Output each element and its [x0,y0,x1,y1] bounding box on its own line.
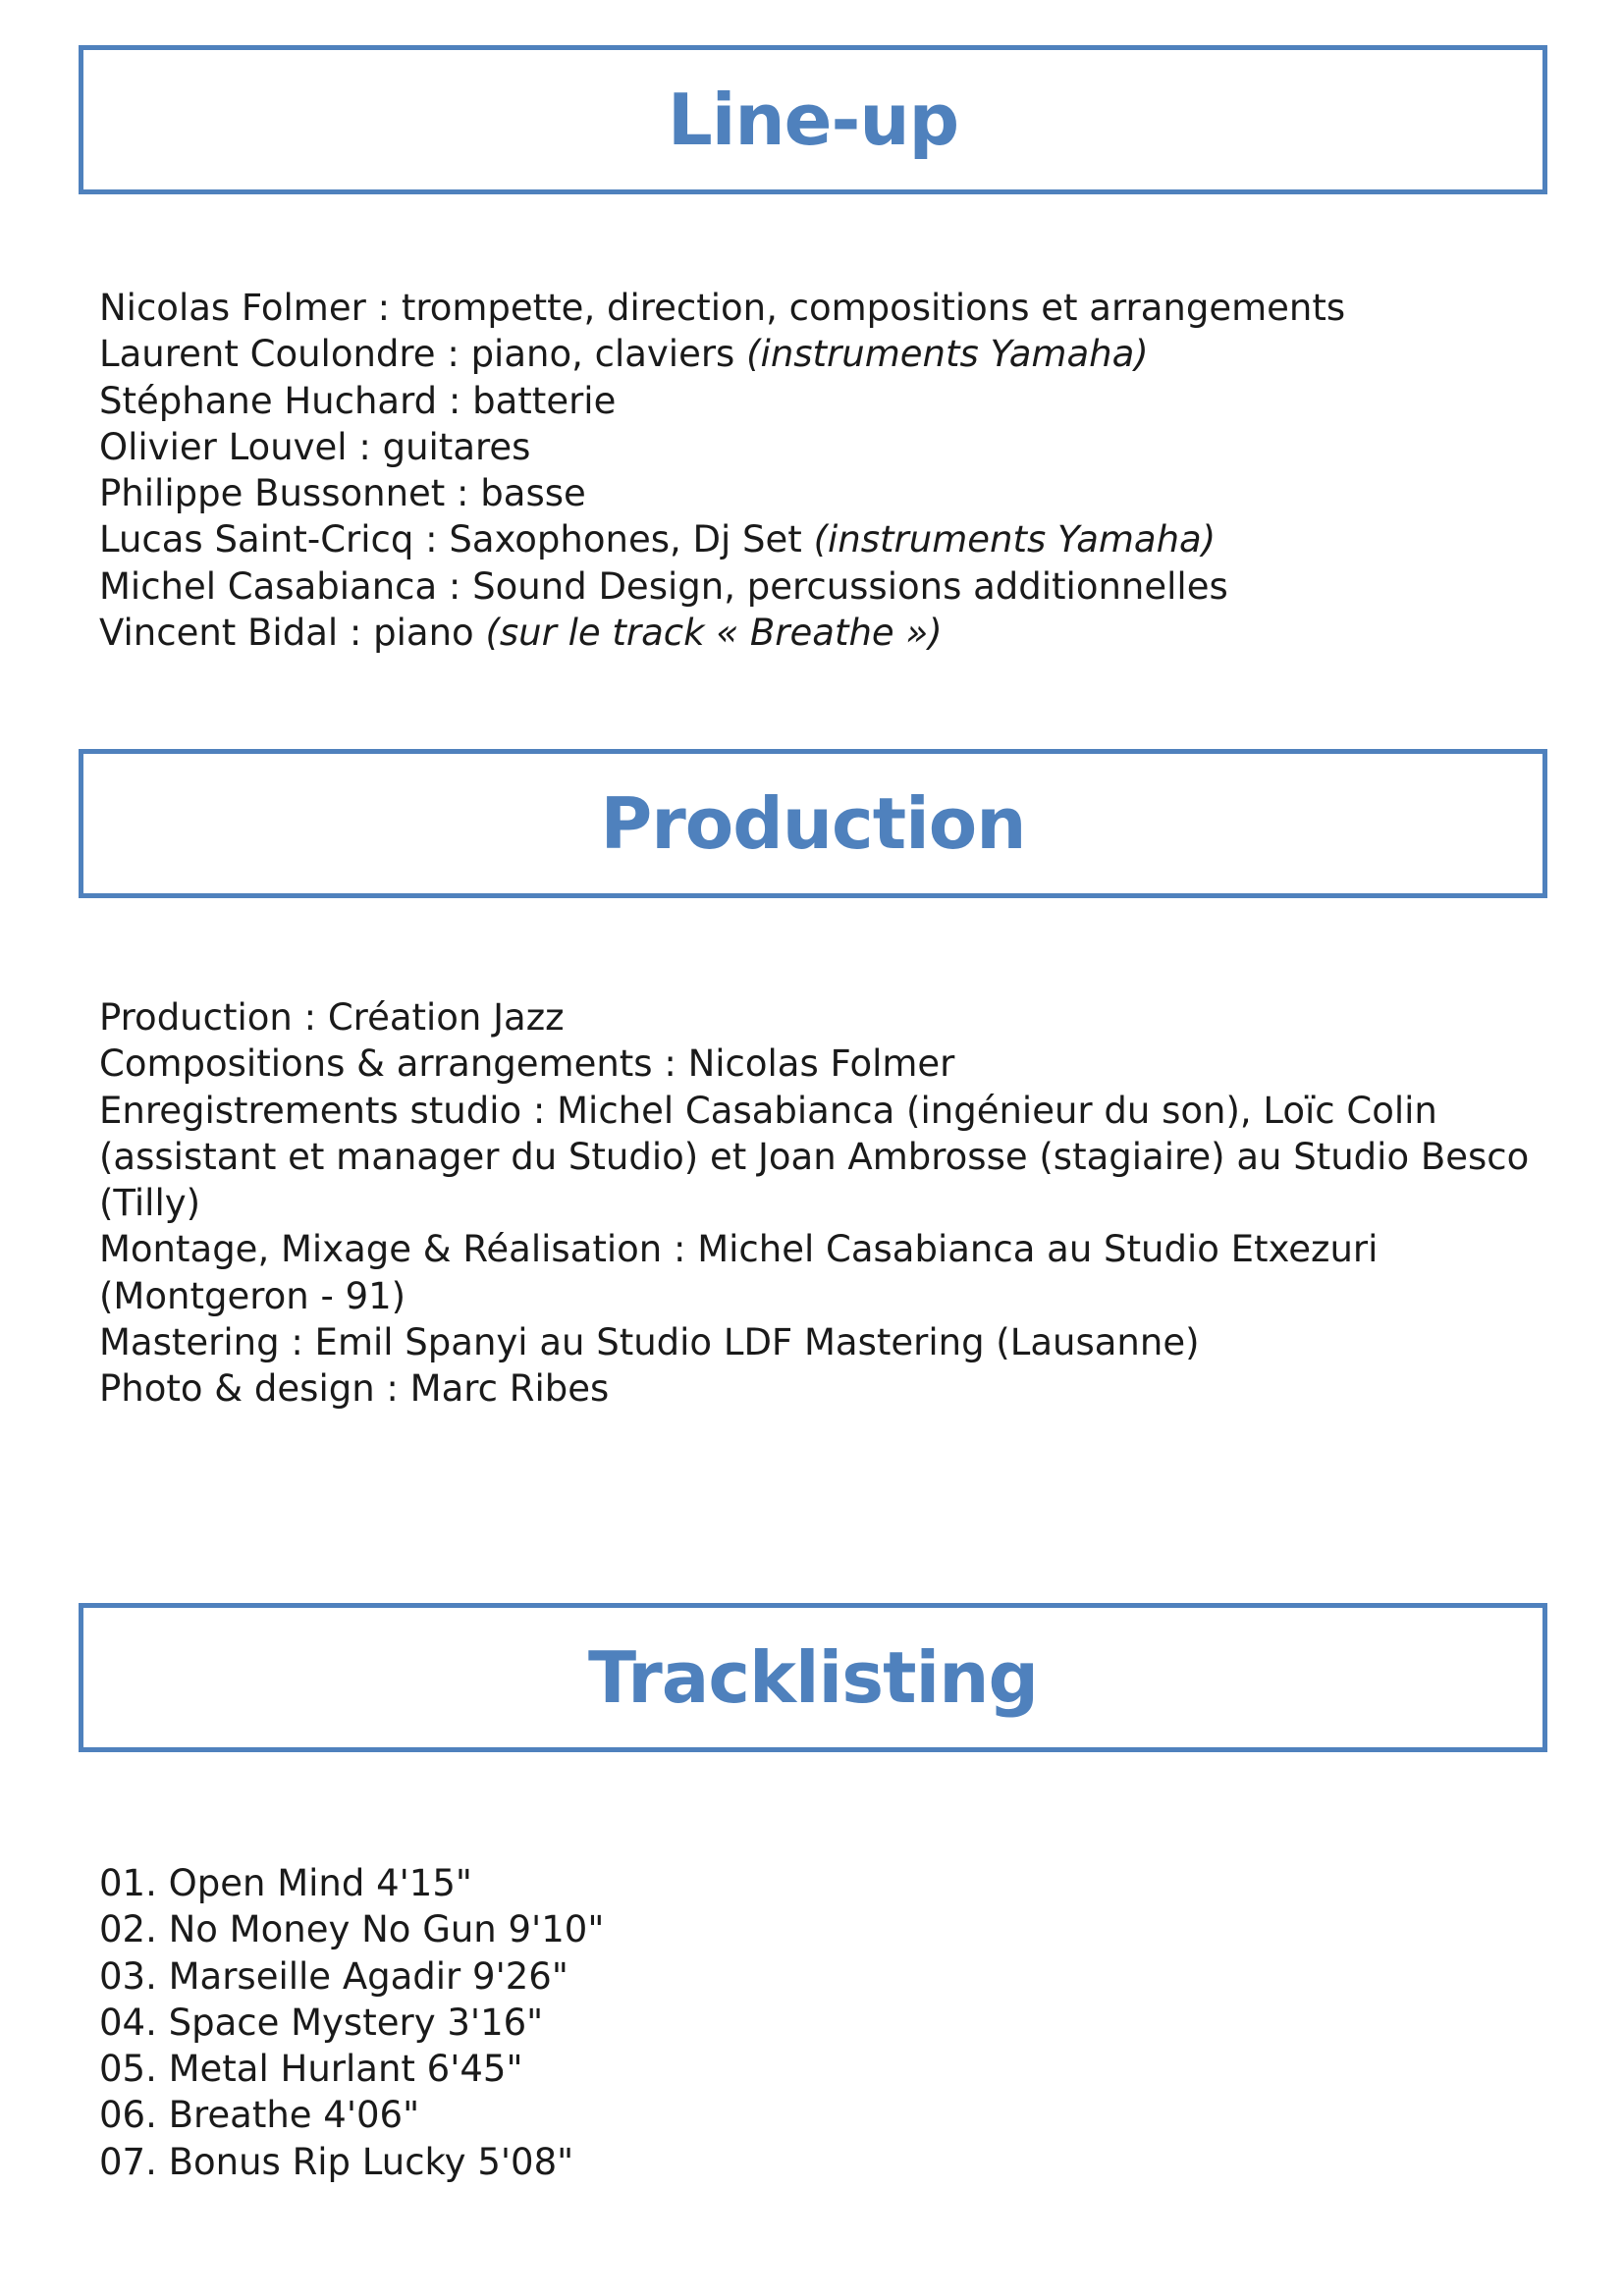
credit-line: Mastering : Emil Spanyi au Studio LDF Mastering (Lausanne) [99,1321,1200,1364]
lineup-entry: Lucas Saint-Cricq : Saxophones, Dj Set (instruments Yamaha) [99,518,1217,561]
musician-name: Vincent Bidal [99,612,339,655]
credit-line: Compositions & arrangements : Nicolas Folmer [99,1042,955,1086]
track-item: 02. No Money No Gun 9'10" [99,1908,605,1951]
lineup-entry: Olivier Louvel : guitares [99,425,531,468]
lineup-header-box [79,45,1547,194]
musician-role: piano, claviers [470,333,735,376]
musician-note: (instruments Yamaha) [746,333,1149,376]
musician-name: Lucas Saint-Cricq [99,518,414,561]
tracklisting-title: Tracklisting [588,1636,1038,1719]
musician-name: Nicolas Folmer [99,287,366,329]
track-item: 01. Open Mind 4'15" [99,1862,472,1904]
musician-name: Stéphane Huchard [99,379,438,422]
production-credits [99,994,1533,1413]
production-header-box [79,749,1547,898]
musician-role: basse [480,472,586,515]
credit-line: Production : Création Jazz [99,996,565,1039]
lineup-entry: Vincent Bidal : piano (sur le track « Breathe ») [99,612,943,655]
credit-line: Enregistrements studio : Michel Casabianca (ingénieur du son), Loïc Colin (assistant et manager du Studio) et Joan Ambrosse (stagiaire) au Studio Besco (Tilly) [99,1089,1530,1225]
musician-name: Laurent Coulondre [99,333,436,376]
track-item: 07. Bonus Rip Lucky 5'08" [99,2140,574,2183]
lineup-entry: Stéphane Huchard : batterie [99,379,617,422]
musician-name: Philippe Bussonnet [99,472,446,515]
credit-line: Photo & design : Marc Ribes [99,1367,610,1411]
production-title: Production [600,782,1026,865]
lineup-entry: Michel Casabianca : Sound Design, percussions additionnelles [99,564,1228,608]
musician-name: Michel Casabianca [99,564,438,608]
musician-role: piano [373,612,474,655]
musician-role: Saxophones, Dj Set [449,518,802,561]
musician-role: Sound Design, percussions additionnelles [472,564,1228,608]
lineup-entry: Laurent Coulondre : piano, claviers (instruments Yamaha) [99,333,1149,376]
credit-line: Montage, Mixage & Réalisation : Michel Casabianca au Studio Etxezuri (Montgeron - 91) [99,1228,1379,1317]
tracklisting-header-box [79,1603,1547,1752]
track-item: 06. Breathe 4'06" [99,2094,420,2137]
track-item: 04. Space Mystery 3'16" [99,2001,544,2044]
lineup-title: Line-up [667,79,959,161]
musician-role: guitares [382,425,531,468]
lineup-entry: Nicolas Folmer : trompette, direction, compositions et arrangements [99,287,1346,329]
track-list [99,1860,1533,2185]
musician-name: Olivier Louvel [99,425,348,468]
musician-note: (instruments Yamaha) [813,518,1217,561]
musician-role: batterie [472,379,617,422]
track-item: 05. Metal Hurlant 6'45" [99,2048,523,2091]
musician-note: (sur le track « Breathe ») [485,612,943,655]
lineup-entry: Philippe Bussonnet : basse [99,472,586,515]
track-item: 03. Marseille Agadir 9'26" [99,1954,568,1998]
lineup-list [99,285,1533,656]
musician-role: trompette, direction, compositions et arrangements [401,287,1346,329]
